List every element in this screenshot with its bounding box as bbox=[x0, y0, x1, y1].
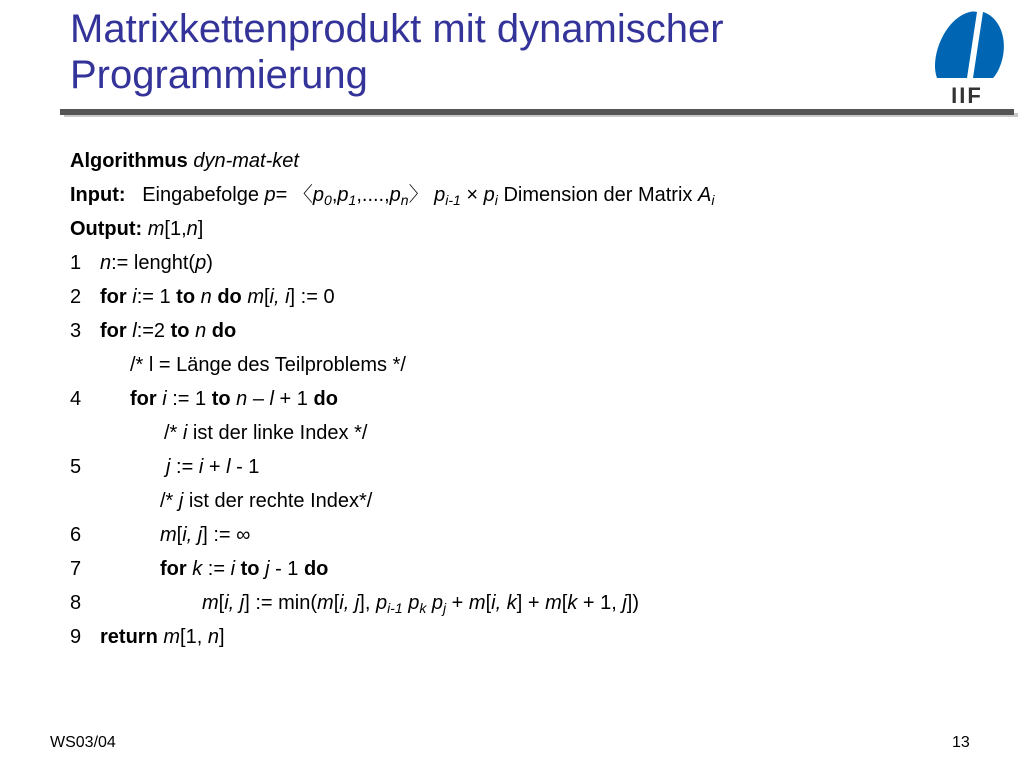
algo-line-9: 9 return m[1, n] bbox=[70, 626, 225, 648]
algo-line-5: 5 j := i + l - 1 bbox=[70, 456, 260, 478]
line-number: 5 bbox=[70, 456, 82, 478]
line-number: 4 bbox=[70, 388, 82, 410]
line-number: 7 bbox=[70, 558, 82, 580]
comment: ist der linke Index */ bbox=[192, 422, 368, 444]
input-suffix: Dimension der Matrix bbox=[503, 184, 693, 206]
line-number: 8 bbox=[70, 592, 82, 614]
input-text: Eingabefolge bbox=[142, 184, 259, 206]
comment: /* l = Länge des Teilproblems */ bbox=[130, 354, 406, 376]
algo-line-8: 8 m[i, j] := min(m[i, j], $p_{i-1}$ $p_k$ $p_j + m[i$, k] + m[k + 1, j]) bbox=[70, 592, 640, 616]
line-number: 2 bbox=[70, 286, 82, 308]
page-number: 13 bbox=[952, 734, 970, 751]
algo-output bbox=[70, 216, 203, 242]
output-keyword: Output: bbox=[70, 218, 143, 240]
slide-title-line2: Programmierung bbox=[70, 53, 368, 97]
logo-text: IIF bbox=[951, 83, 983, 106]
slide-title bbox=[70, 6, 910, 98]
footer-date: WS03/04 bbox=[50, 734, 116, 751]
line-number: 3 bbox=[70, 320, 82, 342]
slide-title-line1: Matrixkettenprodukt mit dynamischer bbox=[70, 7, 724, 51]
line-number: 9 bbox=[70, 626, 82, 648]
input-keyword: Input: bbox=[70, 184, 126, 206]
algo-header bbox=[70, 148, 299, 174]
line-number: 1 bbox=[70, 252, 82, 274]
comment: ist der rechte Index*/ bbox=[188, 490, 373, 512]
algo-line-2: 2 for i:= 1 to n do m[i, i] := 0 bbox=[70, 286, 335, 308]
algo-line-7: 7 for k := i to j - 1 do bbox=[70, 558, 329, 580]
input-sequence: p= 〈$p_0,p_1,....,p_n$〉 $p_{i-1} \times p_i$ bbox=[264, 184, 498, 208]
title-rule bbox=[60, 109, 1014, 115]
iif-logo-icon bbox=[915, 6, 1015, 106]
algo-line-4: 4 for i := 1 to n – l + 1 do bbox=[70, 388, 338, 410]
line-number: 6 bbox=[70, 524, 82, 546]
line-text: lenght( bbox=[133, 252, 196, 274]
algo-keyword: Algorithmus bbox=[70, 150, 188, 172]
algo-line-6: 6 m[i, j] := ∞ bbox=[70, 524, 251, 546]
algo-input: Input: Eingabefolge p= 〈$p_0,p_1,....,p_n$〉 $p_{i-1} \times p_i$ Dimension der Matrix $A_i$ bbox=[70, 184, 715, 208]
algo-line-1: 1 n:= lenght(p) bbox=[70, 252, 213, 274]
algo-line-3: 3 for l:=2 to n do bbox=[70, 320, 237, 342]
algo-name: dyn-mat-ket bbox=[193, 150, 299, 172]
output-expr: m[1,n] bbox=[147, 218, 204, 240]
